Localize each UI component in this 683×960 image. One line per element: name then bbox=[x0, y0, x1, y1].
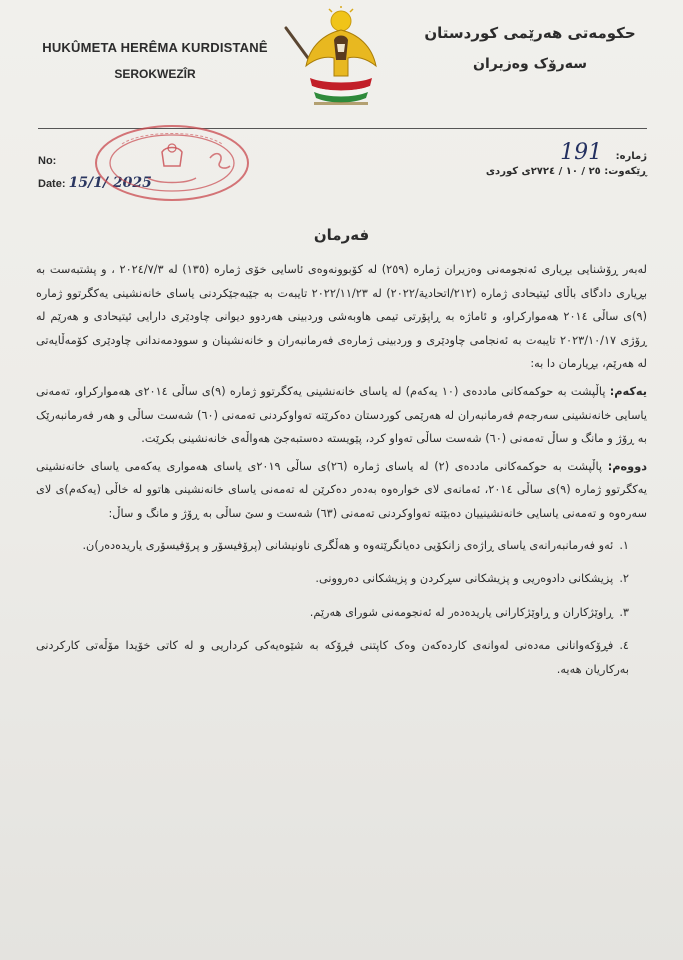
article-first-label: یەکەم: bbox=[609, 384, 648, 398]
list-item bbox=[36, 634, 629, 681]
reference-date-value: ٢٥ / ١٠ / ٢٧٢٤ی کوردی bbox=[485, 166, 601, 177]
list-item bbox=[36, 534, 629, 558]
date-label: Date: bbox=[38, 178, 66, 190]
decree-body bbox=[36, 258, 647, 692]
article-second bbox=[36, 455, 647, 526]
article-second-label: دووەم: bbox=[607, 459, 648, 473]
article-first bbox=[36, 380, 647, 451]
letterhead-latin bbox=[40, 40, 270, 81]
official-stamp-icon bbox=[92, 122, 252, 204]
list-item-text: ئەو فەرمانبەرانەی یاسای ڕاژەی زانکۆیی دەیانگرێتەوە و هەڵگری ناونیشانی (پرۆفیسۆر و پرۆفیسۆری یاریدەدەر)ن. bbox=[82, 538, 614, 552]
reference-number-value: 191 bbox=[560, 140, 603, 165]
date-value: 15/1/ 2025 bbox=[68, 175, 152, 191]
letterhead-office-kurdish: سەرۆک وەزیران bbox=[473, 56, 587, 72]
exception-list bbox=[36, 534, 647, 682]
decree-title: فەرمان bbox=[313, 226, 370, 244]
list-item-number: ١. bbox=[619, 538, 629, 552]
letterhead-kurdish bbox=[415, 24, 645, 72]
list-item-text: فڕۆکەوانانی مەدەنی لەوانەی کاردەکەن وەک کاپتنی فڕۆکە بە شێوەیەکی کرداریی و لە کاتی خۆیدا مۆڵەتی کارکردنی بەرکاریان هەیە. bbox=[36, 639, 629, 676]
reference-number-row bbox=[437, 140, 647, 164]
number-label-latin: No: bbox=[38, 155, 57, 167]
preamble-paragraph: لەبەر ڕۆشنایی بڕیاری ئەنجومەنی وەزیران ژمارە (٢٥٩) لە کۆبوونەوەی ئاسایی خۆی ژمارە (١٣٥) لە ٢٠٢٤/٧/٣ ، و پشتبەست بە بڕیاری دادگای باڵای ئیتیحادی ژمارە (٢١٢/اتحادية/٢٠٢٢) لە ٢٠٢٢/١١/٢٣ تایبەت بە جێبەجێکردنی یاسای خانەنشینی یەکگرتوو ژمارە (٩)ی ساڵی ٢٠١٤ هەموارکراو، و ئاماژە بە ڕاپۆرتی تیمی هاوبەشی وردبینی هەردوو دیوانی چاودێری دارایی ئیتیحادی و هەرێم لە ڕۆژی ٢٠٢٣/١٠/١٧ تایبەت بە ئەنجامی چاودێری و وردبینی ژمارەی فەرمانبەران و خانەنشینان و سوودمەندانی چاودێری کۆمەڵایەتی لە هەرێم، بڕیارمان دا بە: bbox=[36, 263, 647, 371]
list-item bbox=[36, 567, 629, 591]
article-second-text: پاڵپشت بە حوکمەکانی ماددەی (٢) لە یاسای ژمارە (٢٦)ی ساڵی ٢٠١٩ی یاسای هەمواری یەکەمی یاسای خانەنشینی یەکگرتوو ژمارە (٩)ی ساڵی ٢٠١٤، ئەمانەی لای خوارەوە بەدەر دەکرێن لە تەمەنی یاسای خانەنشینی هاتوو لە خاڵی (یەکەم)ی لای سەرەوە و تەمەنی یاسایی خانەنشینییان دەبێتە تەواوکردنی تەمەنی (٦٣) شەست و سێ ساڵی بە ڕۆژ و مانگ و ساڵ: bbox=[36, 459, 648, 520]
list-item-number: ٢. bbox=[619, 572, 629, 586]
list-item-text: پزیشکانی دادوەریی و پزیشکانی سڕکردن و پزیشکانی دەروونی. bbox=[315, 572, 614, 586]
reference-date-row bbox=[437, 166, 647, 177]
list-item-number: ٣. bbox=[619, 605, 629, 619]
list-item-number: ٤. bbox=[619, 639, 629, 653]
list-item-text: ڕاوێژکاران و ڕاوێژکارانی یاریدەدەر لە ئەنجومەنی شورای هەرێم. bbox=[309, 605, 614, 619]
reference-date-label: ڕێکەوت: bbox=[604, 166, 647, 177]
letterhead-office-latin: SEROKWEZÎR bbox=[114, 67, 196, 81]
letterhead-gov-name-latin: HUKÛMETA HERÊMA KURDISTANÊ bbox=[42, 40, 268, 55]
list-item bbox=[36, 601, 629, 625]
reference-number-label: ژمارە: bbox=[615, 151, 647, 162]
reference-block bbox=[437, 140, 647, 177]
letterhead-gov-name-kurdish: حکومەتی هەرێمی کوردستان bbox=[424, 24, 636, 42]
coat-of-arms-icon bbox=[280, 6, 402, 114]
article-first-text: پاڵپشت بە حوکمەکانی ماددەی (١٠ یەکەم) لە یاسای خانەنشینی یەکگرتوو ژمارە (٩)ی ساڵی ٢٠١٤ی هەموارکراو، تەمەنی یاسایی خانەنشینی سەرجەم فەرمانبەران لە هەرێمی کوردستان دەکرێتە تەواوکردنی تەمەنی (٦٠) شەست ساڵی و هەر فەرمانبەرێک بە ڕۆژ و مانگ و ساڵ تەمەنی (٦٠) شەست ساڵی تەواو کرد، پێویستە دەستبەجێ هەواڵەی خانەنشینی بکرێت. bbox=[36, 384, 648, 446]
